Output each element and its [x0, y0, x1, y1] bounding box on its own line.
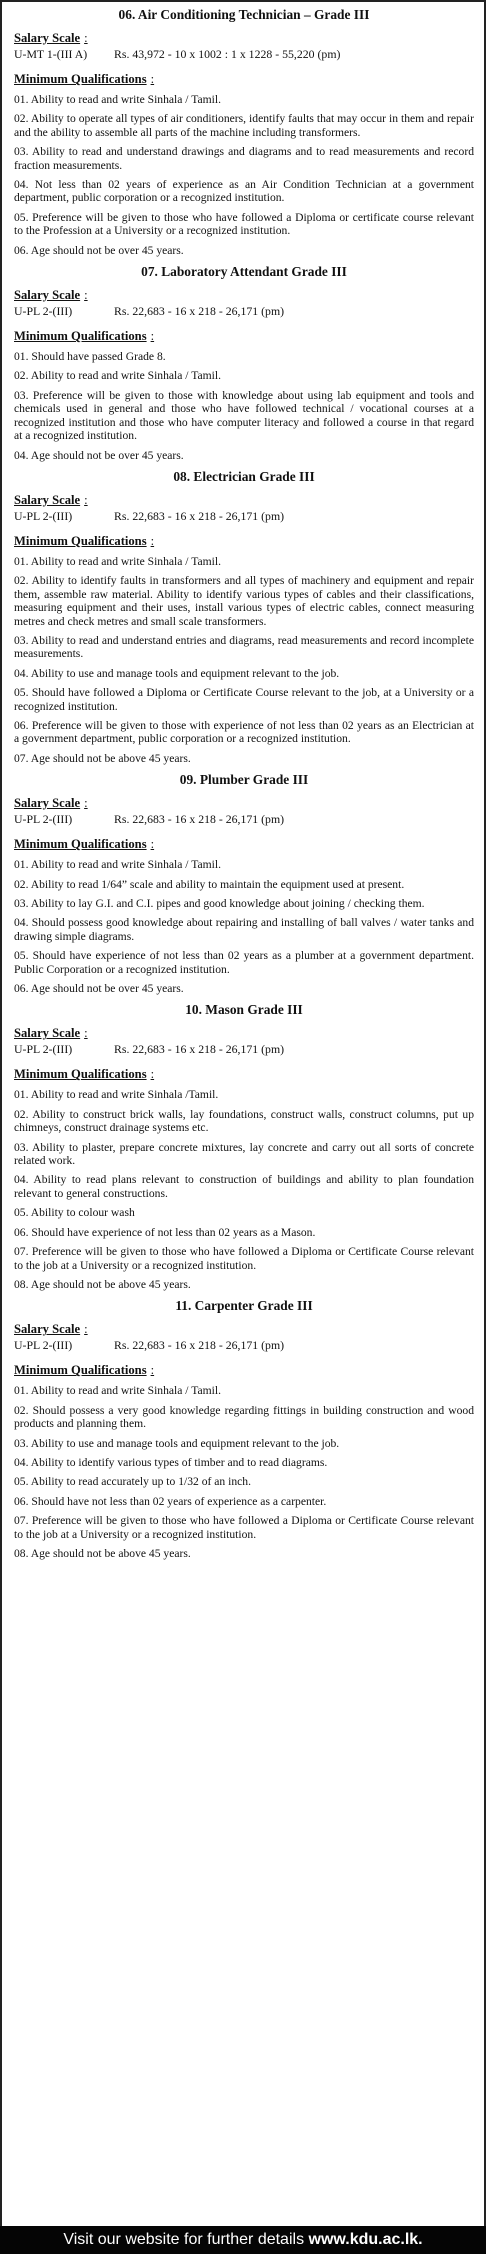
qualification-item: 08. Age should not be above 45 years. — [14, 1546, 191, 1560]
qualification-item: 05. Ability to read accurately up to 1/32 of an inch. — [14, 1475, 251, 1489]
salary-scale-colon: : — [84, 288, 88, 303]
salary-scale-row — [14, 304, 474, 319]
qualification-item: 03. Ability to read and understand entries and diagrams, read measurements and record incomplete measurements. — [14, 633, 474, 661]
qualification-item: 02. Ability to identify faults in transformers and all types of machinery and equipment and repair them, assemble raw material. Ability to identify various types of cables and their classifications, measuring equipment and their uses, install various types of electric cables, connect measuring metres and check metres and small scale transformers. — [14, 574, 474, 628]
qualifications-colon: : — [150, 329, 155, 344]
job-section — [14, 468, 474, 765]
qualification-item: 01. Ability to read and write Sinhala /Tamil. — [14, 1088, 219, 1102]
salary-scale-value: Rs. 22,683 - 16 x 218 - 26,171 (pm) — [114, 812, 285, 827]
qualifications-colon: : — [150, 72, 155, 86]
job-title: 08. Electrician Grade III — [173, 468, 315, 484]
qualifications-label: Minimum Qualifications — [14, 837, 147, 852]
salary-scale-heading — [14, 1322, 474, 1337]
qualification-item: 04. Ability to identify various types of timber and to read diagrams. — [14, 1455, 328, 1469]
qualifications-heading — [14, 1067, 474, 1082]
qualification-item: 04. Should possess good knowledge about repairing and installing of ball valves / water tanks and drawing simple diagrams. — [14, 916, 474, 943]
qualification-item: 07. Preference will be given to those who have followed a Diploma or Certificate Course relevant to the job at a University or a recognized institution. — [14, 1514, 474, 1541]
job-section — [14, 1297, 474, 1560]
qualification-item: 03. Ability to plaster, prepare concrete mixtures, lay concrete and carry out all sorts of concrete related work. — [14, 1140, 474, 1168]
qualifications-colon: : — [150, 1067, 155, 1082]
qualifications-heading — [14, 534, 474, 549]
qualifications-colon: : — [150, 1363, 155, 1378]
salary-scale-code: U-PL 2-(III) — [14, 1042, 73, 1057]
qualification-item: 06. Should have not less than 02 years of experience as a carpenter. — [14, 1494, 327, 1508]
salary-scale-value: Rs. 22,683 - 16 x 218 - 26,171 (pm) — [114, 304, 285, 319]
qualifications-colon: : — [150, 533, 155, 548]
qualification-item: 05. Should have followed a Diploma or Certificate Course relevant to the job, at a University or a recognized institution. — [14, 686, 474, 713]
salary-scale-value: Rs. 43,972 - 10 x 1002 : 1 x 1228 - 55,220 (pm) — [114, 47, 341, 61]
qualification-item: 03. Preference will be given to those with knowledge about using lab equipment and tools and chemicals used in general and those who have followed technical / vocational courses at a recognized institution and those who have computer literacy and followed a course in that regard at a recognized institution. — [14, 388, 474, 443]
salary-scale-colon: : — [84, 1322, 88, 1337]
job-section — [14, 263, 474, 462]
qualifications-heading — [14, 1363, 474, 1378]
salary-scale-label: Salary Scale — [14, 796, 81, 811]
qualification-item: 01. Ability to read and write Sinhala / Tamil. — [14, 554, 221, 568]
qualification-item: 01. Should have passed Grade 8. — [14, 350, 166, 364]
qualification-item: 03. Ability to lay G.I. and C.I. pipes and good knowledge about joining / checking them. — [14, 897, 425, 910]
qualification-item: 04. Not less than 02 years of experience as an Air Condition Technician at a government department, public corporation or a recognized institution. — [14, 178, 474, 205]
qualifications-label: Minimum Qualifications — [14, 72, 147, 86]
job-title: 06. Air Conditioning Technician – Grade III — [118, 7, 370, 22]
job-section — [14, 1001, 474, 1291]
salary-scale-heading — [14, 493, 474, 508]
qualifications-heading — [14, 837, 474, 852]
qualifications-label: Minimum Qualifications — [14, 533, 147, 548]
qualifications-colon: : — [150, 837, 155, 852]
qualification-item: 05. Ability to colour wash — [14, 1206, 135, 1220]
qualifications-label: Minimum Qualifications — [14, 1363, 147, 1378]
footer-banner — [0, 2226, 486, 2254]
job-title: 10. Mason Grade III — [185, 1002, 303, 1018]
qualification-item: 05. Should have experience of not less than 02 years as a plumber at a government department. Public Corporation or a recognized institution. — [14, 949, 474, 976]
job-title: 09. Plumber Grade III — [179, 772, 309, 788]
salary-scale-value: Rs. 22,683 - 16 x 218 - 26,171 (pm) — [114, 1338, 285, 1353]
salary-scale-value: Rs. 22,683 - 16 x 218 - 26,171 (pm) — [114, 508, 285, 523]
footer-text: Visit our website for further details — [63, 2231, 309, 2248]
qualifications-label: Minimum Qualifications — [14, 1067, 147, 1082]
salary-scale-row — [14, 47, 474, 62]
qualification-item: 06. Preference will be given to those with experience of not less than 02 years as an Electrician at a government department, public corporation or a recognized institution. — [14, 718, 474, 746]
qualification-item: 02. Ability to read 1/64” scale and ability to maintain the equipment used at present. — [14, 877, 405, 891]
salary-scale-label: Salary Scale — [14, 1026, 81, 1041]
qualification-item: 08. Age should not be above 45 years. — [14, 1277, 191, 1291]
salary-scale-heading — [14, 288, 474, 303]
qualification-item: 02. Ability to read and write Sinhala / Tamil. — [14, 369, 221, 383]
qualification-item: 02. Ability to construct brick walls, lay foundations, construct walls, construct columns, put up chimneys, construct drainage systems etc. — [14, 1107, 474, 1135]
qualification-item: 03. Ability to use and manage tools and equipment relevant to the job. — [14, 1436, 340, 1450]
job-sections-container — [14, 6, 474, 1560]
qualification-item: 01. Ability to read and write Sinhala / Tamil. — [14, 858, 221, 872]
job-section — [14, 771, 474, 995]
salary-scale-colon: : — [84, 796, 88, 811]
salary-scale-label: Salary Scale — [14, 1322, 81, 1337]
qualification-item: 01. Ability to read and write Sinhala / Tamil. — [14, 93, 221, 106]
job-title: 07. Laboratory Attendant Grade III — [141, 264, 347, 280]
job-section — [14, 6, 474, 257]
salary-scale-code: U-PL 2-(III) — [14, 1338, 73, 1353]
salary-scale-colon: : — [84, 31, 88, 45]
salary-scale-label: Salary Scale — [14, 492, 81, 507]
salary-scale-row — [14, 509, 474, 524]
salary-scale-code: U-MT 1-(III A) — [14, 47, 88, 61]
salary-scale-label: Salary Scale — [14, 288, 81, 303]
qualification-item: 04. Ability to read plans relevant to construction of buildings and ability to plan foundation relevant to general constructions. — [14, 1173, 474, 1200]
salary-scale-heading — [14, 31, 474, 46]
salary-scale-colon: : — [84, 1026, 88, 1041]
salary-scale-code: U-PL 2-(III) — [14, 508, 73, 523]
qualification-item: 03. Ability to read and understand drawings and diagrams and to read measurements and record fraction measurements. — [14, 145, 474, 172]
qualification-item: 06. Should have experience of not less than 02 years as a Mason. — [14, 1225, 316, 1239]
salary-scale-value: Rs. 22,683 - 16 x 218 - 26,171 (pm) — [114, 1042, 285, 1057]
qualifications-label: Minimum Qualifications — [14, 329, 147, 344]
qualification-item: 02. Should possess a very good knowledge regarding fittings in building construction and wood products and planning them. — [14, 1403, 474, 1431]
salary-scale-heading — [14, 796, 474, 811]
qualification-item: 02. Ability to operate all types of air conditioners, identify faults that may occur in them and repair and the ability to assemble all parts of the machine including transformers. — [14, 112, 474, 139]
qualification-item: 07. Age should not be above 45 years. — [14, 751, 191, 765]
qualification-item: 01. Ability to read and write Sinhala / Tamil. — [14, 1384, 221, 1398]
qualifications-heading — [14, 329, 474, 344]
qualification-item: 04. Age should not be over 45 years. — [14, 448, 184, 462]
website-link[interactable]: www.kdu.ac.lk. — [308, 2231, 423, 2248]
salary-scale-code: U-PL 2-(III) — [14, 812, 73, 827]
salary-scale-row — [14, 1042, 474, 1057]
job-title: 11. Carpenter Grade III — [175, 1298, 313, 1314]
qualification-item: 07. Preference will be given to those who have followed a Diploma or Certificate Course relevant to the job at a University or a recognized institution. — [14, 1245, 474, 1272]
qualification-item: 06. Age should not be over 45 years. — [14, 982, 184, 996]
qualification-item: 06. Age should not be over 45 years. — [14, 243, 184, 257]
salary-scale-row — [14, 1338, 474, 1353]
qualification-item: 04. Ability to use and manage tools and equipment relevant to the job. — [14, 666, 340, 680]
qualification-item: 05. Preference will be given to those who have followed a Diploma or certificate course relevant to the Profession at a University or a recognized institution. — [14, 210, 474, 238]
qualifications-heading — [14, 72, 474, 87]
salary-scale-colon: : — [84, 492, 88, 507]
salary-scale-row — [14, 812, 474, 827]
salary-scale-code: U-PL 2-(III) — [14, 304, 73, 319]
salary-scale-label: Salary Scale — [14, 31, 81, 45]
salary-scale-heading — [14, 1026, 474, 1041]
